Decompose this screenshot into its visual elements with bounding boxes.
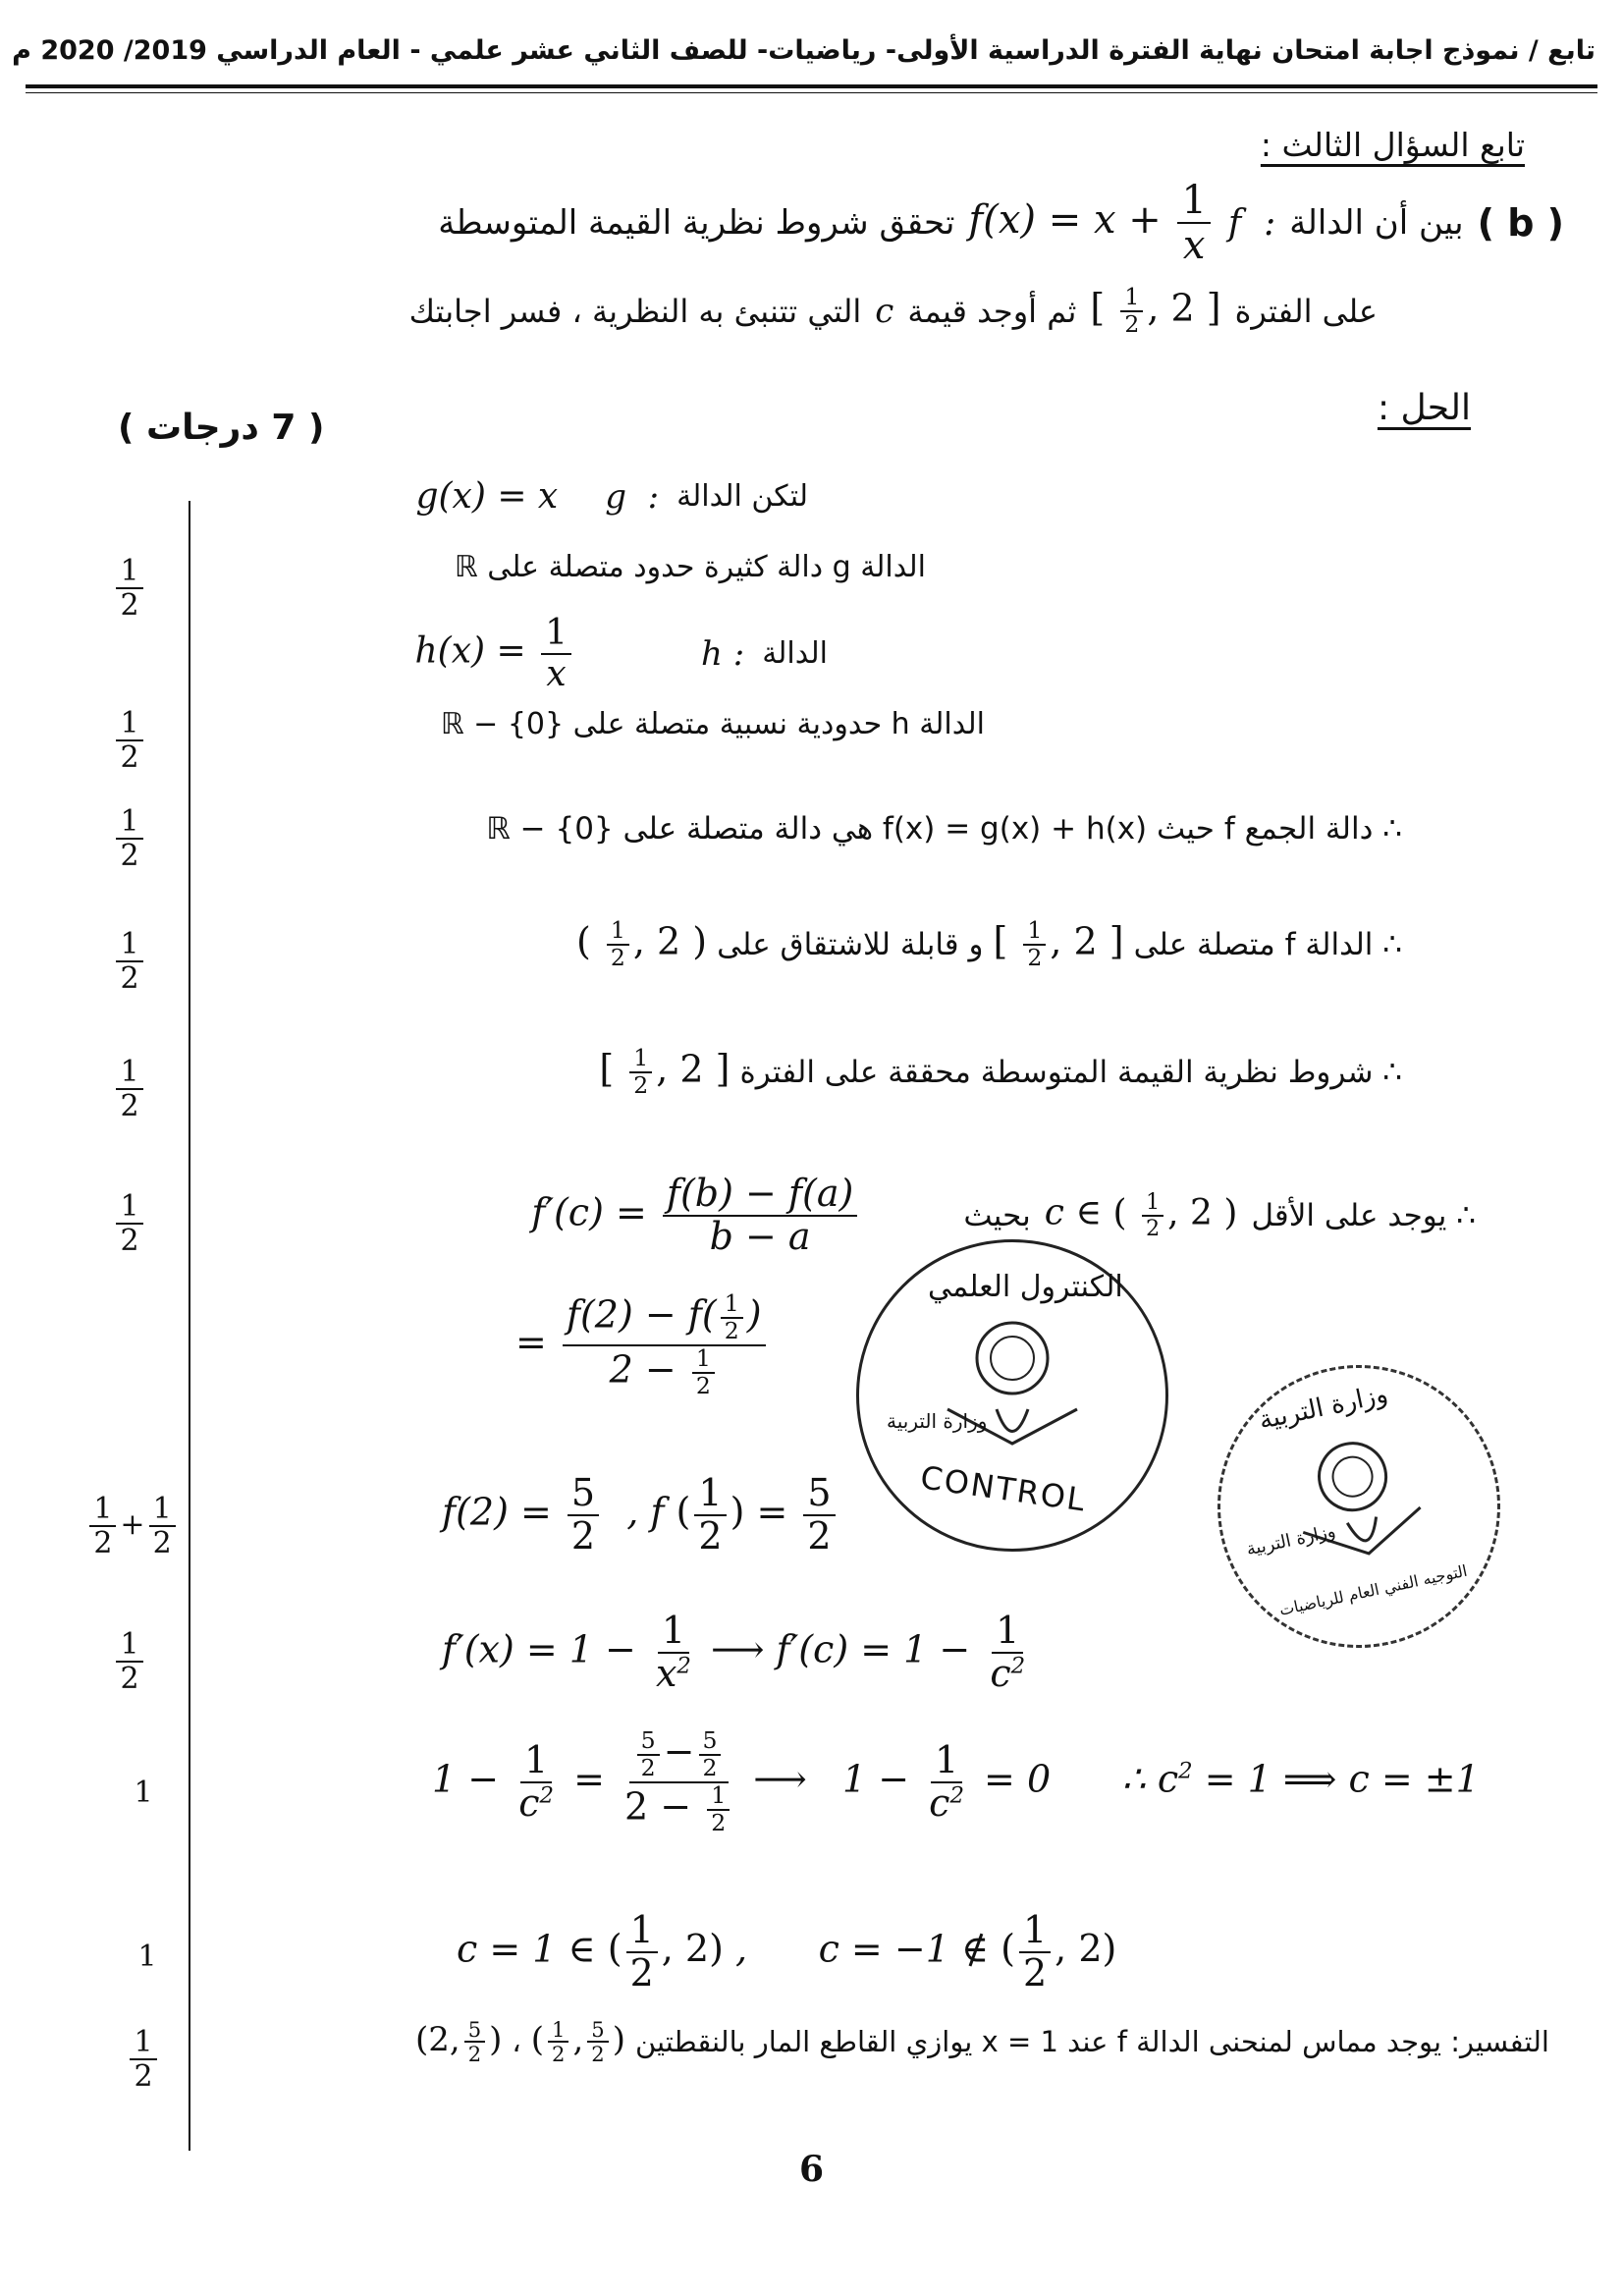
step-6 — [576, 918, 1402, 971]
score-3: $\frac{1}{2}$ — [71, 805, 189, 872]
math: ( $\frac{1}{2}$ , $\frac{5}{2}$ ) — [530, 2017, 625, 2067]
q-func-def: f(x) = x + $\frac{1}{x}$ — [968, 179, 1214, 267]
step-4: الدالة h حدودية نسبية متصلة على ℝ − {0} — [440, 707, 985, 741]
q-func-name: f : — [1227, 202, 1276, 244]
step-1 — [415, 476, 808, 517]
stamp-text: التوجيه الفني العام للرياضيات — [1277, 1560, 1469, 1619]
step-text: بحيث — [963, 1197, 1031, 1233]
q-text: بين أن الدالة — [1289, 203, 1464, 243]
math: f′(c) = $\frac{f(b) - f(a)}{b - a}$ — [531, 1174, 861, 1258]
math: ( $\frac{1}{2}$ , 2 ) — [575, 916, 708, 971]
math-derivative: f′(x) = 1 − $\frac{1}{x^2}$ ⟶ f′(c) = 1 − $\frac{1}{c^2}$ — [442, 1609, 1026, 1695]
stamp-text: وزارة التربية — [1256, 1379, 1391, 1436]
score-1: $\frac{1}{2}$ — [71, 555, 189, 622]
math-solve-c: 1 − $\frac{1}{c^2}$ = $\frac{5}{2}$ − $\frac{5}{2}$ 2 − $\frac{1}{2}$ ⟶ 1 − $\frac{1}{c^2}$ = 0 ∴ $c^2 = 1$ ⟹ c = ±1 — [432, 1726, 1480, 1836]
math: [ $\frac{1}{2}$ , 2 ] — [993, 916, 1124, 971]
stamp-text: الكنترول العلمي — [928, 1270, 1123, 1304]
interp-text: التفسير: يوجد مماس لمنحنى الدالة f عند x = 1 يوازي القاطع المار بالنقطتين — [634, 2025, 1549, 2059]
step-text: ∴ الدالة f متصلة على — [1133, 926, 1402, 962]
solution-heading: الحل : — [1377, 388, 1471, 428]
score-4: $\frac{1}{2}$ — [71, 928, 189, 995]
math-c-check: c = 1 ∈ ( $\frac{1}{2}$ , 2) , c = −1 ∉ ( $\frac{1}{2}$ , 2) — [457, 1908, 1117, 1995]
math: (2, $\frac{5}{2}$ ) — [415, 2017, 503, 2067]
math-f-values: f(2) = $\frac{5}{2}$ , f ( $\frac{1}{2}$ ) = $\frac{5}{2}$ — [442, 1473, 839, 1558]
math: g(x) = x — [415, 476, 559, 517]
math: [ $\frac{1}{2}$ , 2 ] — [599, 1044, 730, 1099]
stamp-text: CONTROL — [918, 1458, 1090, 1519]
comma: ، — [512, 2025, 521, 2059]
q-text: تحقق شروط نظرية القيمة المتوسطة — [438, 203, 955, 243]
header-rule-thin — [26, 92, 1597, 93]
step-2: الدالة g دالة كثيرة حدود متصلة على ℝ — [454, 550, 926, 584]
score-5: $\frac{1}{2}$ — [71, 1056, 189, 1122]
step-5: ∴ دالة الجمع f حيث f(x) = g(x) + h(x) هي دالة متصلة على ℝ − {0} — [486, 811, 1402, 847]
q-var-c: c — [875, 291, 894, 331]
step-text: ∴ يوجد على الأقل — [1251, 1197, 1476, 1233]
score-7: $\frac{1}{2}$ + $\frac{1}{2}$ — [59, 1493, 206, 1559]
score-9: 1 — [134, 1776, 153, 1810]
math-eq-mvt-values: = f(2) − f( $\frac{1}{2}$ ) 2 − $\frac{1}{2}$ — [515, 1291, 770, 1399]
page-number: 6 — [798, 2149, 825, 2190]
step-text: ∴ شروط نظرية القيمة المتوسطة محققة على الفترة — [739, 1054, 1402, 1090]
score-2: $\frac{1}{2}$ — [71, 707, 189, 774]
math: h : — [701, 633, 745, 674]
score-10: 1 — [137, 1940, 157, 1974]
q-text: التي تتنبئ به النظرية ، فسر اجابتك — [408, 292, 862, 330]
math: g : — [605, 476, 660, 517]
stamp-text: وزارة التربية — [887, 1409, 988, 1433]
step-text: و قابلة للاشتقاق على — [717, 926, 984, 962]
q-text: على الفترة — [1234, 292, 1378, 330]
math: c ∈ ( $\frac{1}{2}$ , 2 ) — [1044, 1189, 1238, 1241]
score-8: $\frac{1}{2}$ — [71, 1628, 189, 1695]
marks-label: ( 7 درجات ) — [118, 408, 325, 448]
score-11: $\frac{1}{2}$ — [84, 2026, 202, 2093]
control-stamp — [856, 1239, 1168, 1552]
grading-column-line — [189, 501, 190, 2151]
q-interval: [ $\frac{1}{2}$ , 2 ] — [1090, 283, 1221, 338]
step-7 — [599, 1046, 1402, 1099]
step-3 — [414, 614, 828, 693]
interpretation — [415, 2018, 1549, 2065]
score-6: $\frac{1}{2}$ — [71, 1190, 189, 1257]
step-text: لتكن الدالة — [676, 479, 808, 514]
question-line-1 — [438, 179, 1564, 267]
stamp-text: وزارة التربية — [1244, 1520, 1338, 1560]
math: h(x) = $\frac{1}{x}$ — [414, 614, 575, 693]
header-rule-thick — [26, 84, 1597, 88]
ministry-stamp — [1191, 1339, 1527, 1674]
question-heading: تابع السؤال الثالث : — [1260, 126, 1525, 164]
part-label: ( b ) — [1477, 201, 1564, 245]
page-header-title: تابع / نموذج اجابة امتحان نهاية الفترة الدراسية الأولى- رياضيات- للصف الثاني عشر علمي - العام الدراسي 2019/ 2020 م — [12, 35, 1596, 66]
step-text: الدالة — [762, 636, 828, 672]
q-text: ثم أوجد قيمة — [907, 292, 1077, 330]
question-line-2 — [409, 285, 1378, 338]
